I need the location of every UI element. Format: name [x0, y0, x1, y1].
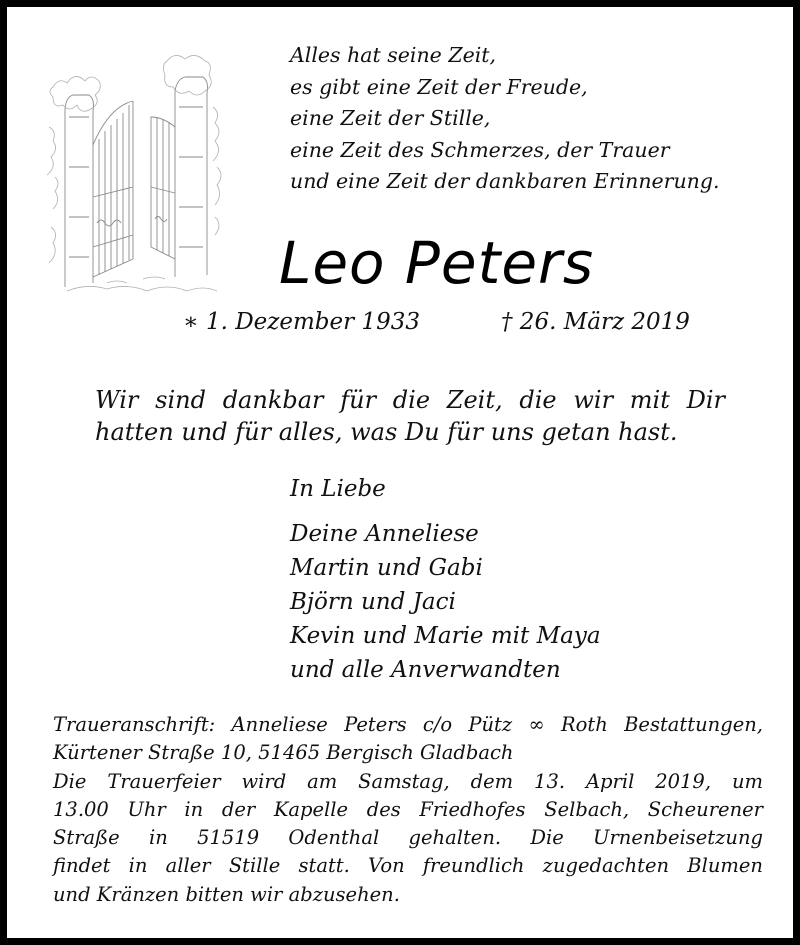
greeting: In Liebe [290, 476, 386, 502]
thanks-line: hatten und für alles, was Du für uns getan hast. [95, 418, 678, 446]
mourner: Kevin und Marie mit Maya [290, 623, 601, 649]
notice-line: Kürtener Straße 10, 51465 Bergisch Gladbach [53, 741, 514, 765]
mourner: Martin und Gabi [290, 555, 483, 581]
poem-line: Alles hat seine Zeit, [290, 43, 497, 67]
notice-line: und Kränzen bitten wir abzusehen. [53, 882, 400, 906]
mourner: Björn und Jaci [290, 589, 456, 615]
garden-gate-illustration [47, 47, 243, 299]
poem-line: eine Zeit der Stille, [290, 106, 491, 130]
notice-line: 13.00 Uhr in der Kapelle des Friedhofes Selbach, Scheurener [53, 797, 763, 821]
poem-line: es gibt eine Zeit der Freude, [290, 74, 588, 99]
notice-line: Traueranschrift: Anneliese Peters c/o Pütz ∞ Roth Bestattungen, [53, 713, 763, 736]
mourners-list [290, 517, 601, 687]
notice-line: Die Trauerfeier wird am Samstag, dem 13. April 2019, um [53, 769, 763, 793]
poem-line: und eine Zeit der dankbaren Erinnerung. [290, 169, 720, 193]
mourner: und alle Anverwandten [290, 657, 561, 683]
funeral-notice [53, 711, 763, 909]
thanks-text [95, 384, 725, 448]
poem [290, 40, 720, 198]
birth-date: ∗ 1. Dezember 1933 [183, 309, 420, 335]
mourner: Deine Anneliese [290, 521, 479, 547]
death-date: † 26. März 2019 [501, 309, 690, 335]
poem-line: eine Zeit des Schmerzes, der Trauer [290, 137, 670, 162]
notice-line: findet in aller Stille statt. Von freundlich zugedachten Blumen [53, 854, 763, 878]
notice-line: Straße in 51519 Odenthal gehalten. Die Urnenbeisetzung [53, 826, 763, 850]
deceased-name: Leo Peters [279, 229, 595, 297]
thanks-line: Wir sind dankbar für die Zeit, die wir mit Dir [95, 386, 725, 414]
